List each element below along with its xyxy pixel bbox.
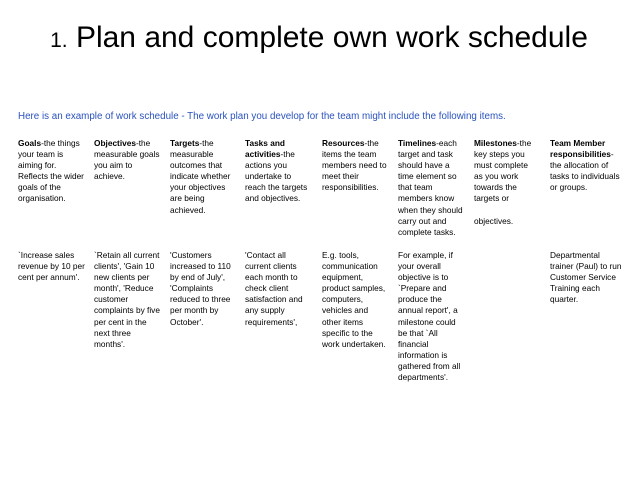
example-responsibilities: Departmental trainer (Paul) to run Customer Service Training each quarter. (550, 250, 622, 305)
example-goals: `Increase sales revenue by 10 per cent per annum'. (18, 250, 85, 283)
example-targets: 'Customers increased to 110 by end of July', 'Complaints reduced to three per month by October'. (170, 250, 231, 327)
header-objectives: Objectives-the measurable goals you aim to achieve. (94, 138, 160, 182)
example-timelines: For example, if your overall objective is to `Prepare and produce the annual report', a milestone could be that `All financial information is gathered from all departments'. (398, 250, 461, 383)
work-schedule-table (18, 138, 630, 480)
header-responsibilities: Team Member responsibilities- the allocation of tasks to individuals or groups. (550, 138, 620, 193)
page-title (0, 20, 638, 59)
example-row (18, 250, 630, 480)
header-milestones: Milestones-the key steps you must complete as you work towards the targets or objectives. (474, 138, 532, 226)
title-number: 1. (50, 29, 68, 52)
example-objectives: `Retain all current clients', 'Gain 10 new clients per month', 'Reduce customer complaints by five per cent in the next three months'. (94, 250, 160, 349)
header-timelines: Timelines-each target and task should have a time element so that team members know when they should carry out and complete tasks. (398, 138, 463, 237)
intro-text: Here is an example of work schedule - The work plan you develop for the team might include the following items. (18, 111, 506, 122)
header-tasks: Tasks and activities-the actions you undertake to reach the targets and objectives. (245, 138, 308, 204)
example-resources: E.g. tools, communication equipment, product samples, computers, vehicles and other items specific to the work undertaken. (322, 250, 386, 349)
header-row (18, 138, 630, 248)
title-text: Plan and complete own work schedule (75, 21, 588, 54)
header-goals: Goals-the things your team is aiming for. Reflects the wider goals of the organisation. (18, 138, 84, 204)
header-resources: Resources-the items the team members need to meet their responsibilities. (322, 138, 387, 193)
example-tasks: 'Contact all current clients each month to check client satisfaction and any supply requirements', (245, 250, 303, 327)
header-targets: Targets-the measurable outcomes that indicate whether your objectives are being achieved. (170, 138, 231, 215)
